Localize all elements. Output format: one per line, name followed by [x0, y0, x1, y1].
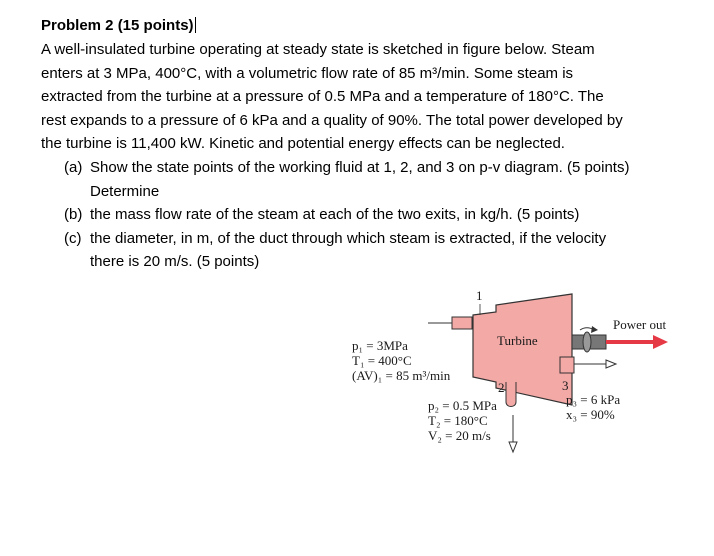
text-cursor — [195, 17, 196, 33]
exit3-arrowhead — [606, 360, 616, 368]
inlet-pipe — [452, 317, 472, 329]
state2-temperature: T₂ = 180°C — [428, 413, 488, 428]
state1-volumetric-flow: (AV)₁ = 85 m³/min — [352, 368, 451, 383]
exit3-duct — [560, 357, 574, 373]
power-arrowhead — [653, 335, 668, 349]
statement-line-3: extracted from the turbine at a pressure of 0.5 MPa and a temperature of 180°C. The — [41, 88, 604, 106]
part-b-label: (b) — [64, 206, 83, 224]
part-b-text: the mass flow rate of the steam at each of the two exits, in kg/h. (5 points) — [90, 206, 580, 224]
problem-title-text: Problem 2 (15 points) — [41, 17, 194, 34]
state1-pressure: p₁ = 3MPa — [352, 338, 408, 353]
power-out-label: Power out — [613, 317, 667, 332]
state3-pressure: p₃ = 6 kPa — [566, 392, 621, 407]
state1-temperature: T₁ = 400°C — [352, 353, 412, 368]
extraction-arrowhead — [509, 442, 517, 452]
statement-line-1: A well-insulated turbine operating at steady state is sketched in figure below. Steam — [41, 41, 595, 58]
part-c-continuation: there is 20 m/s. (5 points) — [90, 253, 260, 271]
problem-title — [41, 14, 701, 38]
shaft-coupling — [583, 332, 591, 352]
extraction-duct — [506, 382, 516, 407]
part-b — [41, 203, 701, 227]
state3-quality: x₃ = 90% — [566, 407, 615, 422]
parts-list — [41, 156, 701, 274]
part-a-label: (a) — [64, 158, 83, 176]
state2-pressure: p₂ = 0.5 MPa — [428, 398, 497, 413]
part-a-text: Show the state points of the working fluid at 1, 2, and 3 on p-v diagram. (5 points) — [90, 158, 630, 176]
state2-velocity: V₂ = 20 m/s — [428, 428, 491, 443]
rotation-arrowhead — [591, 326, 598, 333]
state1-number: 1 — [476, 288, 483, 303]
part-c — [41, 227, 701, 251]
turbine-figure — [330, 290, 690, 465]
turbine-body — [473, 294, 572, 405]
part-a — [41, 156, 701, 180]
problem-text — [41, 14, 701, 274]
state3-number: 3 — [562, 378, 569, 393]
statement-line-4: rest expands to a pressure of 6 kPa and a quality of 90%. The total power developed by — [41, 111, 623, 129]
statement-line-2: enters at 3 MPa, 400°C, with a volumetric flow rate of 85 m³/min. Some steam is — [41, 64, 574, 82]
part-c-text: the diameter, in m, of the duct through which steam is extracted, if the velocity — [90, 229, 607, 247]
determine-line: Determine — [90, 182, 160, 200]
turbine-label: Turbine — [497, 333, 538, 348]
part-c-label: (c) — [64, 229, 82, 247]
statement-line-5: the turbine is 11,400 kW. Kinetic and potential energy effects can be neglected. — [41, 135, 565, 153]
state2-number: 2 — [498, 380, 505, 395]
